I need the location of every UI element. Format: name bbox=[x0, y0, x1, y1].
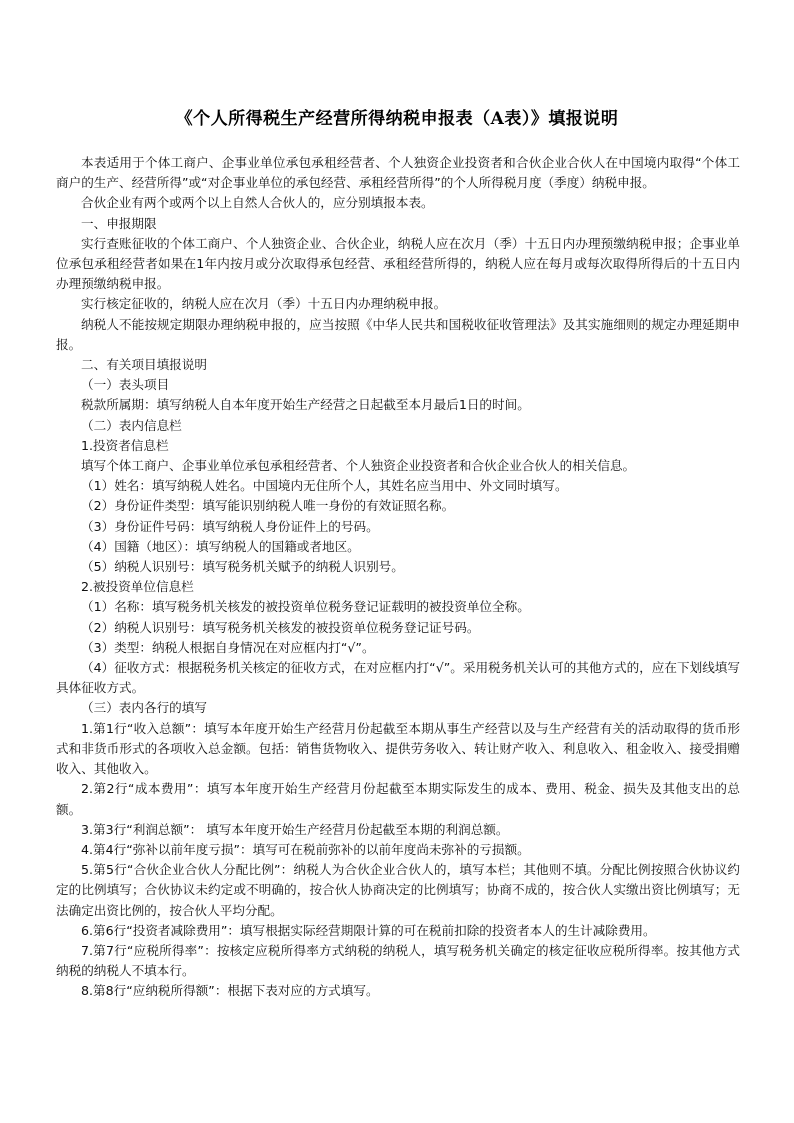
document-body bbox=[56, 153, 740, 1002]
heading-info-fields: （二）表内信息栏 bbox=[81, 417, 182, 433]
heading-investor-info: 1.投资者信息栏 bbox=[81, 437, 169, 453]
heading-filing-period: 一、申报期限 bbox=[81, 215, 157, 231]
heading-invested-unit-info: 2.被投资单位信息栏 bbox=[81, 579, 194, 595]
item-taxpayer-id: （5）纳税人识别号：填写税务机关赋予的纳税人识别号。 bbox=[81, 559, 404, 575]
row-7-taxable-income-rate: 7.第7行“应税所得率”：按核定应税所得率方式纳税的纳税人，填写税务机关确定的核定征收应税所得率。按其他方式纳税的纳税人不填本行。 bbox=[56, 942, 740, 979]
item-nationality: （4）国籍（地区）：填写纳税人的国籍或者地区。 bbox=[81, 538, 360, 554]
row-5-partner-ratio: 5.第5行“合伙企业合伙人分配比例”：纳税人为合伙企业合伙人的，填写本栏；其他则不填。分配比例按照合伙协议约定的比例填写；合伙协议未约定或不明确的，按合伙人协商决定的比例填写；协商不成的，按合伙人实缴出资比例填写；无法确定出资比例的，按合伙人平均分配。 bbox=[56, 862, 740, 918]
paragraph-tax-period: 税款所属期：填写纳税人自本年度开始生产经营之日起截至本月最后1日的时间。 bbox=[81, 397, 530, 413]
item-name: （1）姓名：填写纳税人姓名。中国境内无住所个人，其姓名应当用中、外文同时填写。 bbox=[81, 478, 568, 494]
heading-item-instructions: 二、有关项目填报说明 bbox=[81, 357, 207, 373]
document-title: 《个人所得税生产经营所得纳税申报表（A表）》填报说明 bbox=[175, 109, 619, 129]
paragraph-partnership: 合伙企业有两个或两个以上自然人合伙人的，应分别填报本表。 bbox=[81, 195, 434, 211]
item-id-type: （2）身份证件类型：填写能识别纳税人唯一身份的有效证照名称。 bbox=[81, 498, 455, 514]
paragraph-assessed-collection: 实行核定征收的，纳税人应在次月（季）十五日内办理纳税申报。 bbox=[81, 296, 447, 312]
row-6-investor-deduction: 6.第6行“投资者减除费用”：填写根据实际经营期限计算的可在税前扣除的投资者本人的生计减除费用。 bbox=[81, 922, 656, 938]
paragraph-audit-collection: 实行查账征收的个体工商户、个人独资企业、合伙企业，纳税人应在次月（季）十五日内办理预缴纳税申报；企事业单位承包承租经营者如果在1年内按月或分次取得承包经营、承租经营所得的，纳税人应在每月或每次取得所得后的十五日内办理预缴纳税申报。 bbox=[56, 235, 740, 292]
row-1-total-income: 1.第1行“收入总额”：填写本年度开始生产经营月份起截至本期从事生产经营以及与生产经营有关的活动取得的货币形式和非货币形式的各项收入总金额。包括：销售货物收入、提供劳务收入、转让财产收入、利息收入、租金收入、接受捐赠收入、其他收入。 bbox=[56, 720, 740, 777]
paragraph-investor-info: 填写个体工商户、企事业单位承包承租经营者、个人独资企业投资者和合伙企业合伙人的相关信息。 bbox=[81, 458, 636, 474]
paragraph-extension: 纳税人不能按规定期限办理纳税申报的，应当按照《中华人民共和国税收征收管理法》及其实施细则的规定办理延期申报。 bbox=[56, 316, 740, 352]
item-unit-type: （3）类型：纳税人根据自身情况在对应框内打“√”。 bbox=[81, 639, 375, 655]
row-4-loss-carryover: 4.第4行“弥补以前年度亏损”：填写可在税前弥补的以前年度尚未弥补的亏损额。 bbox=[81, 841, 530, 857]
heading-header-items: （一）表头项目 bbox=[81, 377, 170, 393]
item-unit-taxpayer-id: （2）纳税人识别号：填写税务机关核发的被投资单位税务登记证号码。 bbox=[81, 619, 480, 635]
row-8-taxable-income: 8.第8行“应纳税所得额”：根据下表对应的方式填写。 bbox=[81, 983, 379, 999]
item-collection-method: （4）征收方式：根据税务机关核定的征收方式，在对应框内打“√”。采用税务机关认可的其他方式的，应在下划线填写具体征收方式。 bbox=[56, 660, 740, 696]
row-3-total-profit: 3.第3行“利润总额”： 填写本年度开始生产经营月份起截至本期的利润总额。 bbox=[81, 821, 509, 837]
item-unit-name: （1）名称：填写税务机关核发的被投资单位税务登记证载明的被投资单位全称。 bbox=[81, 599, 530, 615]
paragraph-scope: 本表适用于个体工商户、企事业单位承包承租经营者、个人独资企业投资者和合伙企业合伙人在中国境内取得“个体工商户的生产、经营所得”或“对企事业单位的承包经营、承租经营所得”的个人所得税月度（季度）纳税申报。 bbox=[56, 155, 740, 191]
row-2-costs: 2.第2行“成本费用”：填写本年度开始生产经营月份起截至本期实际发生的成本、费用、税金、损失及其他支出的总额。 bbox=[56, 781, 740, 817]
heading-row-instructions: （三）表内各行的填写 bbox=[81, 700, 207, 716]
item-id-number: （3）身份证件号码：填写纳税人身份证件上的号码。 bbox=[81, 518, 379, 534]
